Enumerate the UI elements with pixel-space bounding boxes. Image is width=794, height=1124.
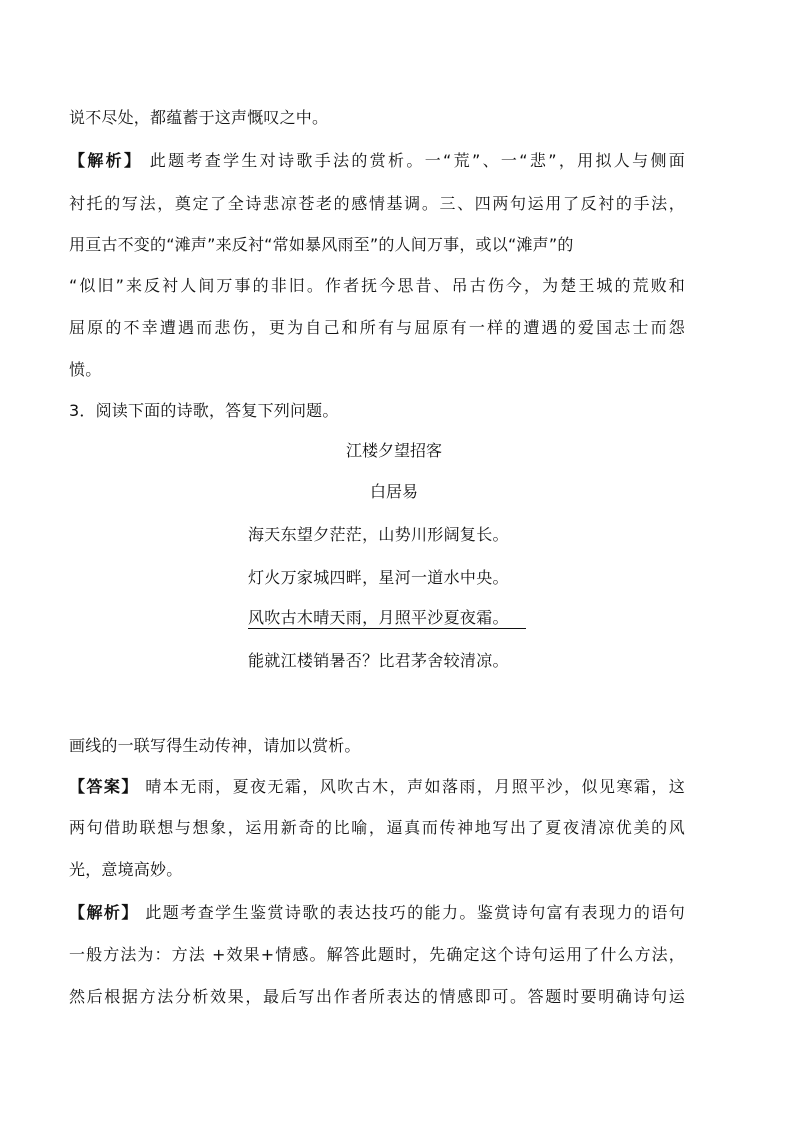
poem-line-3-underlined: 风吹古木晴天雨，月照平沙夏夜霜。 xyxy=(248,608,509,627)
poem-line-2: 灯火万家城四畔，星河一道水中央。 xyxy=(248,568,509,587)
analysis2-tag: 【解析】 xyxy=(69,903,139,922)
question-line: 3．阅读下面的诗歌，答复下列问题。 xyxy=(69,401,339,420)
poem-author: 白居易 xyxy=(369,482,418,501)
answer-line-2: 两句借助联想与想象，运用新奇的比喻，逼真而传神地写出了夏夜清凉优美的风 xyxy=(69,818,685,837)
poem-line-4: 能就江楼销暑否？比君茅舍较清凉。 xyxy=(248,651,509,670)
analysis2-text-1: 此题考查学生鉴赏诗歌的表达技巧的能力。鉴赏诗句富有表现力的语句 xyxy=(145,903,685,922)
poem-line-1: 海天东望夕茫茫，山势川形阔复长。 xyxy=(248,525,509,544)
prompt-line: 画线的一联写得生动传神，请加以赏析。 xyxy=(69,736,361,755)
analysis1-line-6: 愤。 xyxy=(69,360,102,379)
analysis1-line-1 xyxy=(69,151,685,171)
answer-line-1 xyxy=(69,777,685,797)
answer-tag: 【答案】 xyxy=(69,777,139,796)
analysis1-tag: 【解析】 xyxy=(69,151,143,170)
analysis1-text-1: 此题考查学生对诗歌手法的赏析。一“荒”、一“悲”，用拟人与侧面 xyxy=(149,151,685,170)
poem-title: 江楼夕望招客 xyxy=(345,441,442,460)
analysis1-line-3: 用亘古不变的“滩声”来反衬“常如暴风雨至”的人间万事，或以“滩声”的 xyxy=(69,235,574,254)
poem-underline xyxy=(248,628,526,629)
analysis1-line-4: “似旧”来反衬人间万事的非旧。作者抚今思昔、吊古伤今，为楚王城的荒败和 xyxy=(69,276,685,295)
answer-line-3: 光，意境高妙。 xyxy=(69,860,183,879)
analysis2-line-1 xyxy=(69,903,685,923)
intro-line: 说不尽处，都蕴蓄于这声慨叹之中。 xyxy=(69,108,329,127)
analysis2-line-2: 一般方法为：方法 +效果+情感。解答此题时，先确定这个诗句运用了什么方法， xyxy=(69,945,685,964)
analysis1-line-5: 屈原的不幸遭遇而悲伤，更为自己和所有与屈原有一样的遭遇的爱国志士而怨 xyxy=(69,318,685,337)
analysis1-line-2: 衬托的写法，奠定了全诗悲凉苍老的感情基调。三、四两句运用了反衬的手法， xyxy=(69,194,685,213)
analysis2-line-3: 然后根据方法分析效果，最后写出作者所表达的情感即可。答题时要明确诗句运 xyxy=(69,987,685,1006)
answer-text-1: 晴本无雨，夏夜无霜，风吹古木，声如落雨，月照平沙，似见寒霜，这 xyxy=(145,777,685,796)
